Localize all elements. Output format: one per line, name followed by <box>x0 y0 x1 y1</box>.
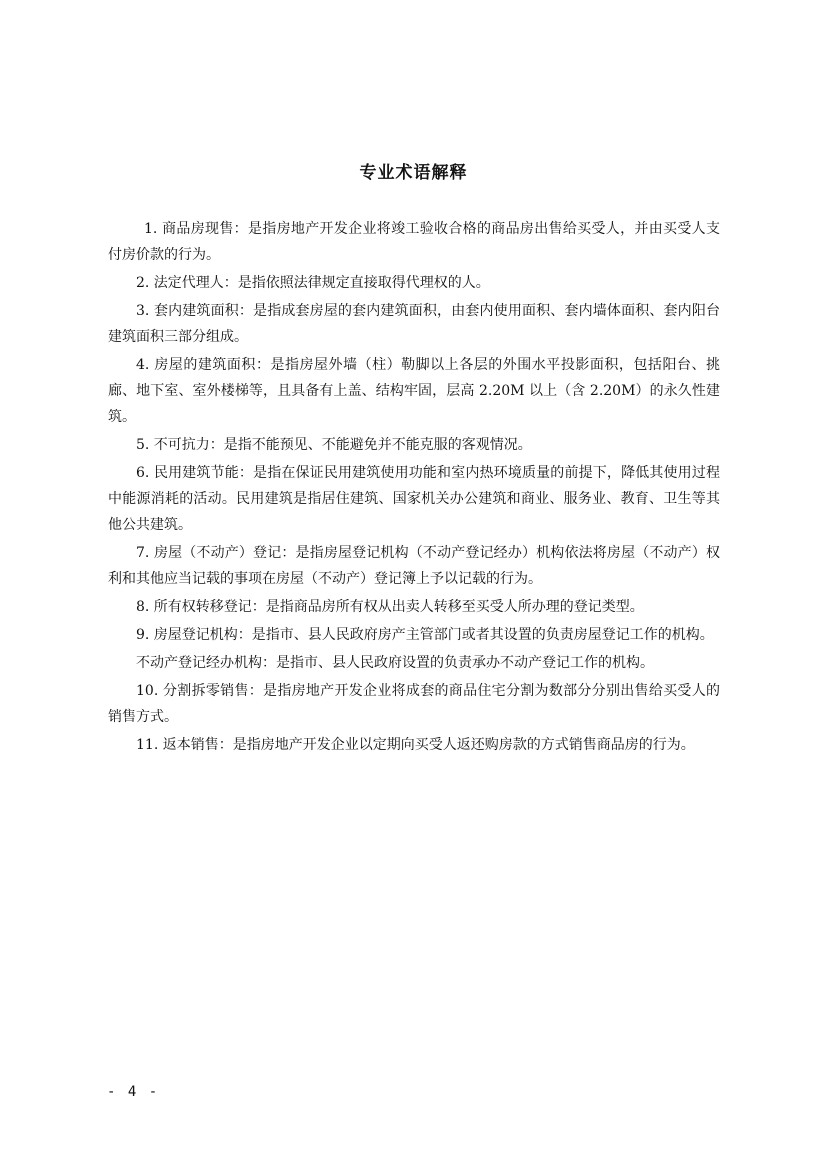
definition-paragraph: 2. 法定代理人：是指依照法律规定直接取得代理权的人。 <box>136 275 490 291</box>
definition-paragraph: 11. 返本销售：是指房地产开发企业以定期向买受人返还购房款的方式销售商品房的行为。 <box>136 737 695 753</box>
definition-paragraph: 9. 房屋登记机构：是指市、县人民政府房产主管部门或者其设置的负责房屋登记工作的机构。 <box>136 627 714 643</box>
definition-paragraph: 8. 所有权转移登记：是指商品房所有权从出卖人转移至买受人所办理的登记类型。 <box>136 599 644 615</box>
definition-paragraph: 4. 房屋的建筑面积：是指房屋外墙（柱）勒脚以上各层的外围水平投影面积，包括阳台、挑廊、地下室、室外楼梯等，且具备有上盖、结构牢固，层高 2.20M 以上（含 2.20M）的永久性建筑。 <box>108 357 720 425</box>
page-title: 专业术语解释 <box>359 163 468 183</box>
definition-paragraph: 10. 分割拆零销售：是指房地产开发企业将成套的商品住宅分割为数部分分别出售给买受人的销售方式。 <box>108 683 720 725</box>
definition-paragraph: 5. 不可抗力：是指不能预见、不能避免并不能克服的客观情况。 <box>136 437 532 453</box>
definition-paragraph: 6. 民用建筑节能：是指在保证民用建筑使用功能和室内热环境质量的前提下，降低其使用过程中能源消耗的活动。民用建筑是指居住建筑、国家机关办公建筑和商业、服务业、教育、卫生等其他公共建筑。 <box>108 465 720 533</box>
definition-paragraph: 7. 房屋（不动产）登记：是指房屋登记机构（不动产登记经办）机构依法将房屋（不动产）权利和其他应当记载的事项在房屋（不动产）登记簿上予以记载的行为。 <box>108 545 720 587</box>
definition-paragraph: 1. 商品房现售：是指房地产开发企业将竣工验收合格的商品房出售给买受人，并由买受人支付房价款的行为。 <box>108 221 720 263</box>
definition-paragraph: 不动产登记经办机构：是指市、县人民政府设置的负责承办不动产登记工作的机构。 <box>136 655 654 671</box>
definition-paragraph: 3. 套内建筑面积：是指成套房屋的套内建筑面积，由套内使用面积、套内墙体面积、套内阳台建筑面积三部分组成。 <box>108 303 720 345</box>
page-number: - 4 - <box>107 1084 160 1100</box>
definitions-body <box>108 216 720 760</box>
